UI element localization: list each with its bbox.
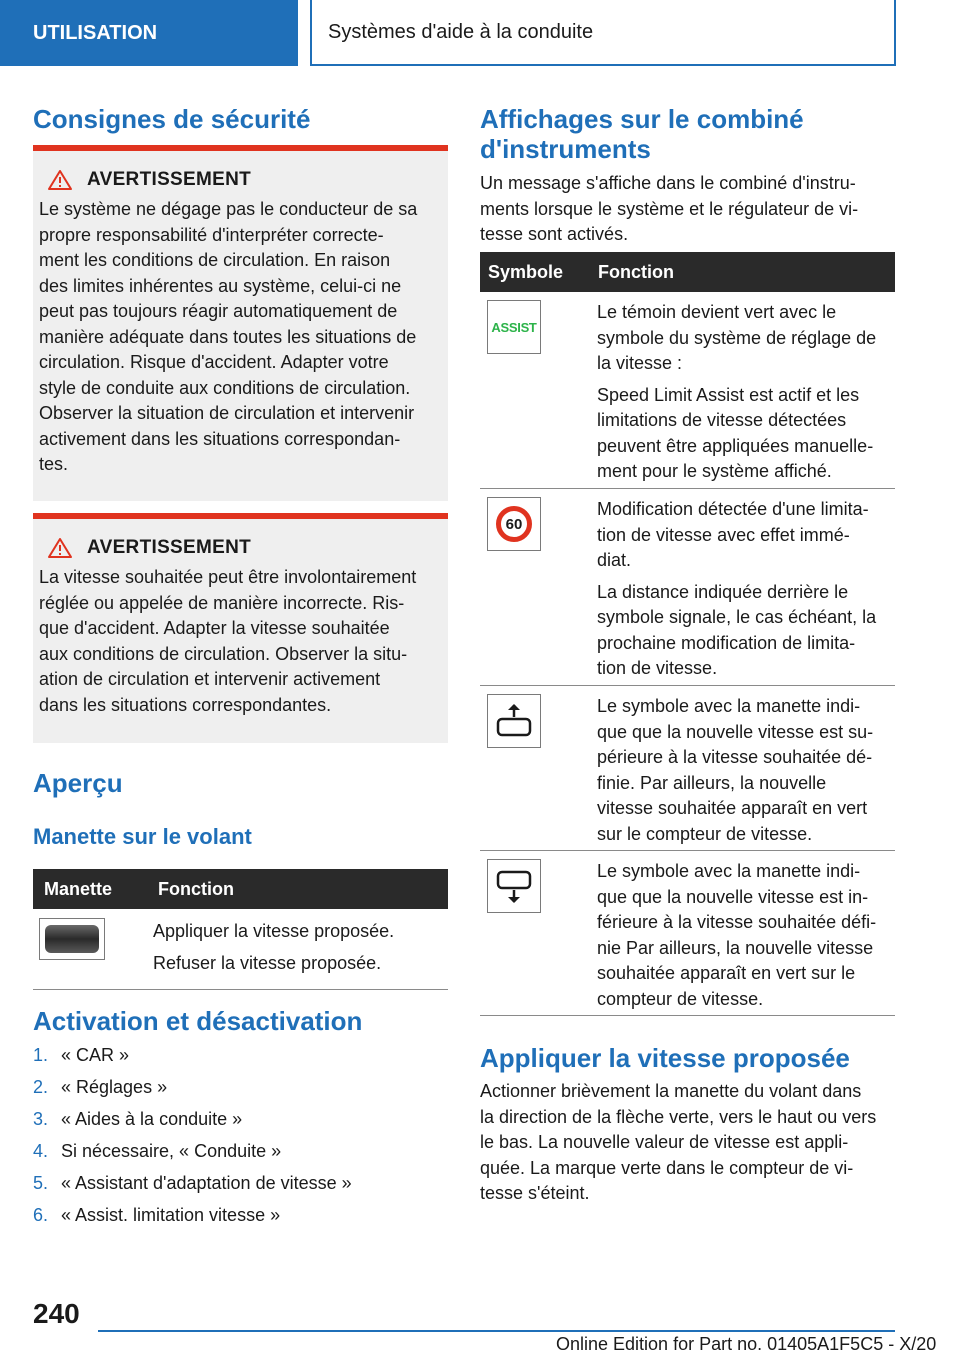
symbol-function: Le témoin devient vert avec le symbole du système de réglage de la vitesse : Speed Limit Assist est actif et les limitations de vitesse détectées peuvent être appliquées manuelle- ment pour le système affiché. bbox=[597, 302, 877, 481]
symbol-cell bbox=[480, 694, 597, 850]
chapter-tab bbox=[310, 0, 896, 66]
list-item: 5. « Assistant d'adaptation de vitesse » bbox=[33, 1173, 352, 1193]
warning-title-row bbox=[47, 169, 440, 191]
steering-lever-icon bbox=[39, 918, 105, 960]
warning-box-1 bbox=[33, 145, 448, 501]
col-header-symbole: Symbole bbox=[488, 261, 564, 282]
symbol-table-header bbox=[480, 252, 895, 292]
symbol-table bbox=[480, 252, 895, 1016]
activation-title: Activation et désactivation bbox=[33, 1006, 363, 1036]
speed-limit-sign-icon: 60 bbox=[487, 497, 541, 551]
lever-table bbox=[33, 869, 448, 990]
warning-triangle-icon bbox=[47, 537, 73, 559]
symbol-function: Le symbole avec la manette indi- que que la nouvelle vitesse est su- périeure à la vitesse souhaitée dé- finie. Par ailleurs, la nouvelle vitesse souhaitée apparaît en vert sur le compteur de vitesse. bbox=[597, 696, 874, 844]
assist-symbol-icon: ASSIST bbox=[487, 300, 541, 354]
lever-down-icon bbox=[487, 859, 541, 913]
display-title: Affichages sur le combiné d'instruments bbox=[480, 104, 804, 164]
table-row bbox=[480, 686, 895, 851]
section-tab bbox=[0, 0, 298, 66]
lever-cell bbox=[33, 918, 153, 989]
warning-title: AVERTISSEMENT bbox=[87, 169, 252, 190]
overview-title: Aperçu bbox=[33, 768, 123, 798]
table-row bbox=[480, 292, 895, 489]
col-header-fonction: Fonction bbox=[158, 878, 234, 899]
list-item: 2. « Réglages » bbox=[33, 1077, 168, 1097]
list-item: 6. « Assist. limitation vitesse » bbox=[33, 1205, 281, 1225]
symbol-cell bbox=[480, 497, 597, 685]
list-item: 1. « CAR » bbox=[33, 1045, 130, 1065]
list-item: 4. Si nécessaire, « Conduite » bbox=[33, 1141, 282, 1161]
table-row bbox=[480, 489, 895, 686]
apply-title: Appliquer la vitesse proposée bbox=[480, 1043, 850, 1073]
lever-table-header bbox=[33, 869, 448, 909]
warning-triangle-icon bbox=[47, 169, 73, 191]
col-header-fonction: Fonction bbox=[598, 261, 674, 282]
table-row bbox=[33, 909, 448, 990]
symbol-function: Modification détectée d'une limita- tion de vitesse avec effet immé- diat. La distance indiquée derrière le symbole signale, le cas échéant, la prochaine modification de limita- tion de vitesse. bbox=[597, 499, 877, 678]
lever-function: Appliquer la vitesse proposée. Refuser la vitesse proposée. bbox=[153, 921, 395, 973]
edition-text: Online Edition for Part no. 01405A1F5C5 - X/20 bbox=[556, 1334, 937, 1354]
warning-title: AVERTISSEMENT bbox=[87, 537, 252, 558]
lever-title: Manette sur le volant bbox=[33, 824, 252, 849]
warning-text-1: Le système ne dégage pas le conducteur de sa propre responsabilité d'interpréter correcte- ment les conditions de circulation. En raison des limites inhérentes au système, celui-ci ne peut pas toujours réagir automatiquement de manière adéquate dans toutes les situations de circulation. Risque d'accident. Adapter votre style de conduite aux conditions de circulation. Observer la situation de circulation et intervenir activement dans les situations correspondan- tes. bbox=[39, 199, 418, 474]
symbol-function: Le symbole avec la manette indi- que que la nouvelle vitesse est in- férieure à la vitesse souhaitée défi- nie Par ailleurs, la nouvelle vitesse souhaitée apparaît en vert sur le compteur de vitesse. bbox=[597, 861, 877, 1009]
warning-title-row bbox=[47, 537, 440, 559]
col-header-manette: Manette bbox=[44, 878, 113, 899]
activation-steps bbox=[33, 1039, 352, 1231]
symbol-cell bbox=[480, 300, 597, 488]
lever-up-icon bbox=[487, 694, 541, 748]
symbol-cell bbox=[480, 859, 597, 1015]
table-row bbox=[480, 851, 895, 1016]
section-label: UTILISATION bbox=[33, 21, 158, 44]
apply-text: Actionner brièvement la manette du volant dans la direction de la flèche verte, vers le haut ou vers le bas. La nouvelle valeur de vitesse est appli- quée. La marque verte dans le compteur de vi- tesse s'éteint. bbox=[480, 1081, 877, 1203]
list-item: 3. « Aides à la conduite » bbox=[33, 1109, 243, 1129]
display-intro: Un message s'affiche dans le combiné d'instru- ments lorsque le système et le régulateur de vi- tesse sont activés. bbox=[480, 173, 859, 244]
warning-text-2: La vitesse souhaitée peut être involontairement réglée ou appelée de manière incorrecte. Ris- que d'accident. Adapter la vitesse souhaitée aux conditions de circulation. Observer la situ- ation de circulation et intervenir activement dans les situations correspondantes. bbox=[39, 567, 417, 715]
warning-box-2 bbox=[33, 513, 448, 743]
chapter-label: Systèmes d'aide à la conduite bbox=[328, 20, 594, 43]
page-number: 240 bbox=[33, 1298, 80, 1329]
safety-title: Consignes de sécurité bbox=[33, 104, 311, 134]
footer-divider bbox=[98, 1330, 895, 1332]
